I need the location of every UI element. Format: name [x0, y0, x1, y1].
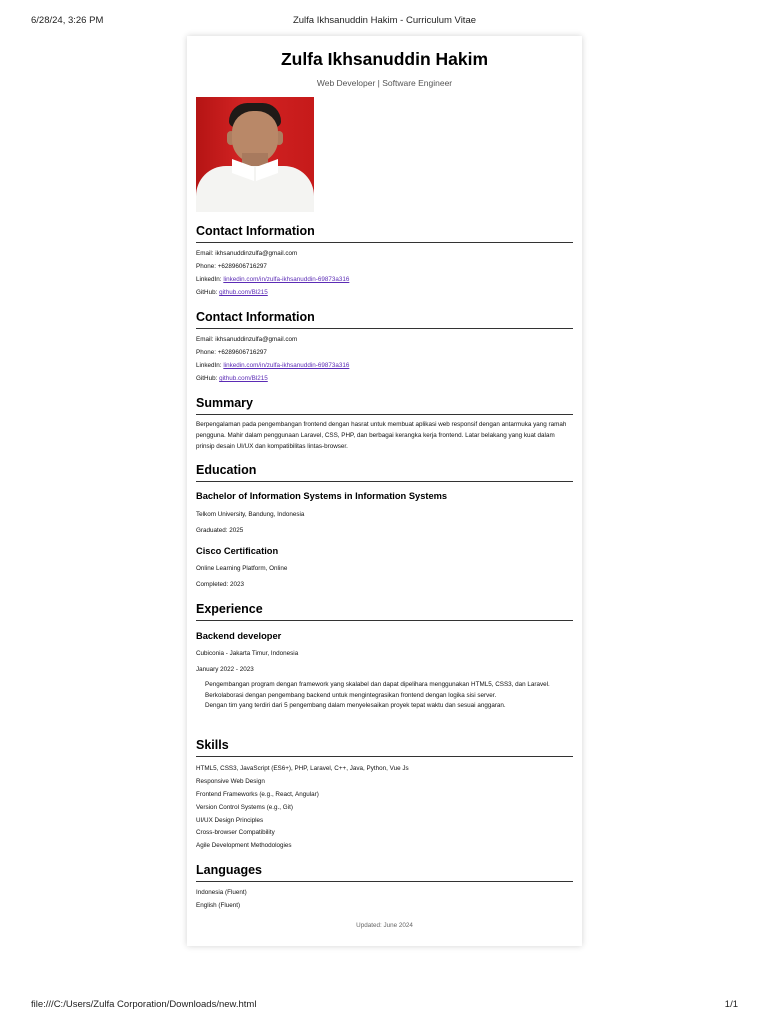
education-heading: Education: [196, 463, 573, 482]
contact-github: GitHub: github.com/Bl215: [196, 375, 268, 382]
contact-github: GitHub: github.com/Bl215: [196, 289, 268, 296]
linkedin-link[interactable]: linkedin.com/in/zulfa-ikhsanuddin-69873a316: [223, 276, 350, 283]
contact-phone: Phone: +6289606716297: [196, 349, 267, 356]
education-place: Online Learning Platform, Online: [196, 565, 288, 572]
experience-place: Cubiconia - Jakarta Timur, Indonesia: [196, 650, 299, 657]
experience-date: January 2022 - 2023: [196, 666, 254, 673]
print-header: [31, 15, 738, 27]
experience-bullets: [196, 681, 573, 711]
experience-section: [196, 602, 573, 621]
list-item: Pengembangan program dengan framework yang skalabel dan dapat dipelihara menggunakan HTML5, CSS3, dan Laravel.: [205, 681, 550, 688]
education-section: [196, 463, 573, 482]
list-item: Berkolaborasi dengan pengembang backend untuk mengintegrasikan frontend dengan logika sisi server.: [205, 691, 497, 699]
skill-item: Cross-browser Compatibility: [196, 829, 275, 836]
language-item: English (Fluent): [196, 902, 241, 909]
experience-item: [196, 631, 573, 642]
contact-heading: Contact Information: [196, 310, 573, 329]
list-item: Dengan tim yang terdiri dari 5 pengembang dalam menyelesaikan proyek tepat waktu dan sesuai anggaran.: [205, 702, 506, 709]
print-footer: [31, 999, 738, 1011]
contact-linkedin: LinkedIn: linkedin.com/in/zulfa-ikhsanuddin-69873a316: [196, 362, 350, 369]
contact-linkedin: LinkedIn: linkedin.com/in/zulfa-ikhsanuddin-69873a316: [196, 276, 350, 283]
education-item: [196, 491, 573, 502]
cv-name: Zulfa Ikhsanuddin Hakim: [280, 49, 489, 69]
print-date: 6/28/24, 3:26 PM: [31, 15, 104, 26]
skill-item: UI/UX Design Principles: [196, 817, 264, 824]
contact-phone: Phone: +6289606716297: [196, 263, 267, 270]
contact-heading: Contact Information: [196, 224, 573, 243]
experience-title: Backend developer: [196, 631, 282, 641]
print-title: Zulfa Ikhsanuddin Hakim - Curriculum Vitae: [292, 15, 477, 26]
contact-section-1: [196, 224, 573, 243]
education-date: Completed: 2023: [196, 581, 244, 588]
contact-section-2: [196, 310, 573, 329]
summary-text: Berpengalaman pada pengembangan frontend dengan hasrat untuk membuat aplikasi web responsif dengan antarmuka yang ramah pengguna. Mahir dalam penggunaan Laravel, CSS, PHP, dan berbagai kerangka kerja frontend. Latar belakang yang kuat dalam prinsip desain UI/UX dan kompatibilitas lintas-browser.: [196, 421, 567, 450]
contact-email: Email: ikhsanuddinzulfa@gmail.com: [196, 250, 298, 257]
github-link[interactable]: github.com/Bl215: [219, 375, 268, 382]
skills-heading: Skills: [196, 738, 573, 757]
education-item: [196, 546, 573, 557]
skill-item: Agile Development Methodologies: [196, 842, 292, 849]
language-item: Indonesia (Fluent): [196, 889, 247, 896]
profile-photo: [196, 97, 314, 212]
cv-role: Web Developer | Software Engineer: [316, 78, 453, 88]
updated-note: Updated: June 2024: [356, 922, 413, 929]
skill-item: HTML5, CSS3, JavaScript (ES6+), PHP, Laravel, C++, Java, Python, Vue Js: [196, 765, 409, 772]
experience-heading: Experience: [196, 602, 573, 621]
skill-item: Frontend Frameworks (e.g., React, Angular): [196, 791, 319, 798]
github-link[interactable]: github.com/Bl215: [219, 289, 268, 296]
skills-section: [196, 738, 573, 757]
contact-email: Email: ikhsanuddinzulfa@gmail.com: [196, 336, 298, 343]
education-place: Telkom University, Bandung, Indonesia: [196, 511, 305, 518]
education-date: Graduated: 2025: [196, 527, 244, 534]
languages-heading: Languages: [196, 863, 573, 882]
education-title: Bachelor of Information Systems in Information Systems: [196, 491, 448, 501]
languages-section: [196, 863, 573, 882]
summary-heading: Summary: [196, 396, 573, 415]
linkedin-link[interactable]: linkedin.com/in/zulfa-ikhsanuddin-69873a316: [223, 362, 350, 369]
education-title: Cisco Certification: [196, 546, 279, 556]
cv-page: [187, 36, 582, 946]
skill-item: Responsive Web Design: [196, 778, 265, 785]
print-url: file:///C:/Users/Zulfa Corporation/Downloads/new.html: [31, 999, 257, 1010]
print-page-count: 1/1: [724, 999, 738, 1010]
summary-section: [196, 396, 573, 415]
skill-item: Version Control Systems (e.g., Git): [196, 804, 293, 811]
